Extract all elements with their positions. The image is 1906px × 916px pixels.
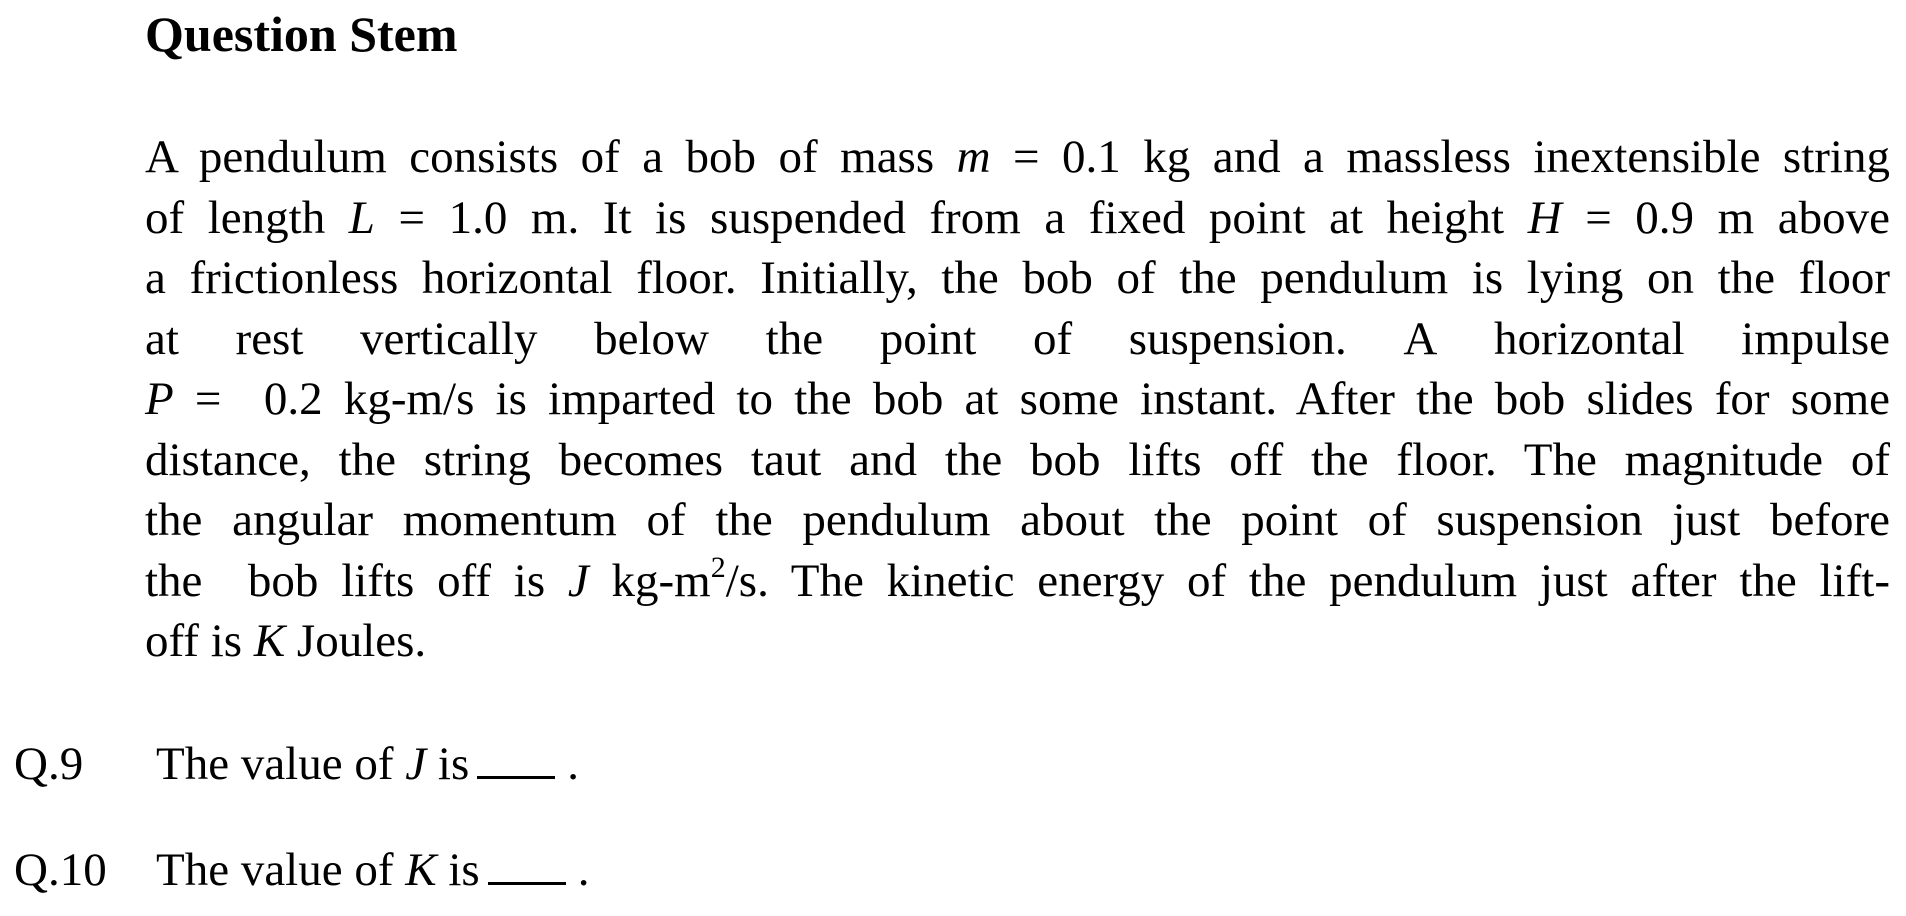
stem-word: rest: [235, 312, 304, 365]
variable-m: m: [956, 131, 991, 183]
stem-text: A pendulum consists of a bob of mass: [145, 131, 957, 183]
stem-word: suspension.: [1128, 312, 1347, 365]
stem-line-7: the angular momentum of the pendulum about the point of suspension just before: [145, 494, 1890, 546]
answer-blank[interactable]: [488, 842, 566, 885]
stem-text: = 0.2 kg-m/s is imparted to the bob at some instant. After the bob slides for some: [173, 373, 1890, 425]
stem-word: A: [1403, 312, 1438, 365]
stem-line-4: [145, 309, 1890, 370]
variable-j: J: [567, 554, 589, 607]
question-end: .: [567, 738, 579, 790]
stem-text: off is: [145, 615, 254, 667]
question-number: Q.10: [14, 844, 107, 896]
stem-word: horizontal: [1493, 312, 1685, 365]
question-number: Q.9: [14, 738, 84, 790]
stem-text: kg-m: [588, 554, 711, 607]
stem-line-5: [145, 369, 1890, 430]
question-end: .: [577, 844, 590, 896]
variable-k: K: [253, 615, 286, 667]
question-text: is: [426, 738, 470, 790]
stem-word: of: [1032, 312, 1073, 365]
variable-k: K: [405, 844, 437, 896]
stem-text: of length: [145, 191, 349, 244]
stem-line-6: distance, the string becomes taut and the bob lifts off the floor. The magnitude of: [145, 433, 1890, 486]
stem-line-1: [145, 127, 1890, 188]
stem-line-2: [145, 188, 1890, 249]
stem-text: Joules.: [285, 615, 427, 667]
stem-word: the: [765, 312, 824, 365]
variable-h: H: [1527, 191, 1562, 244]
stem-word: point: [879, 312, 977, 365]
stem-word: below: [594, 312, 710, 365]
variable-p: P: [145, 373, 174, 425]
variable-l: L: [348, 191, 375, 244]
stem-word: at: [145, 312, 179, 365]
question-text: The value of: [156, 844, 406, 896]
question-stem: [145, 127, 1890, 672]
stem-text: /s. The kinetic energy of the pendulum just after the lift-: [725, 554, 1890, 607]
question-text: is: [436, 844, 480, 896]
stem-text: the bob lifts off is: [145, 554, 568, 607]
stem-word: vertically: [360, 312, 538, 365]
stem-line-9: [145, 611, 1890, 672]
stem-line-3: a frictionless horizontal floor. Initially, the bob of the pendulum is lying on the floor: [145, 252, 1890, 304]
variable-j: J: [405, 738, 427, 790]
section-heading: Question Stem: [145, 6, 458, 62]
stem-line-8: [145, 551, 1890, 612]
question-10: [14, 840, 589, 900]
question-9: [14, 734, 579, 794]
stem-text: = 0.9 m above: [1561, 191, 1890, 244]
stem-word: impulse: [1741, 312, 1890, 365]
superscript: 2: [710, 550, 726, 584]
question-text: The value of: [156, 738, 406, 790]
stem-text: = 1.0 m. It is suspended from a fixed point at height: [374, 191, 1528, 244]
answer-blank[interactable]: [477, 736, 555, 779]
stem-text: = 0.1 kg and a massless inextensible string: [990, 131, 1890, 183]
